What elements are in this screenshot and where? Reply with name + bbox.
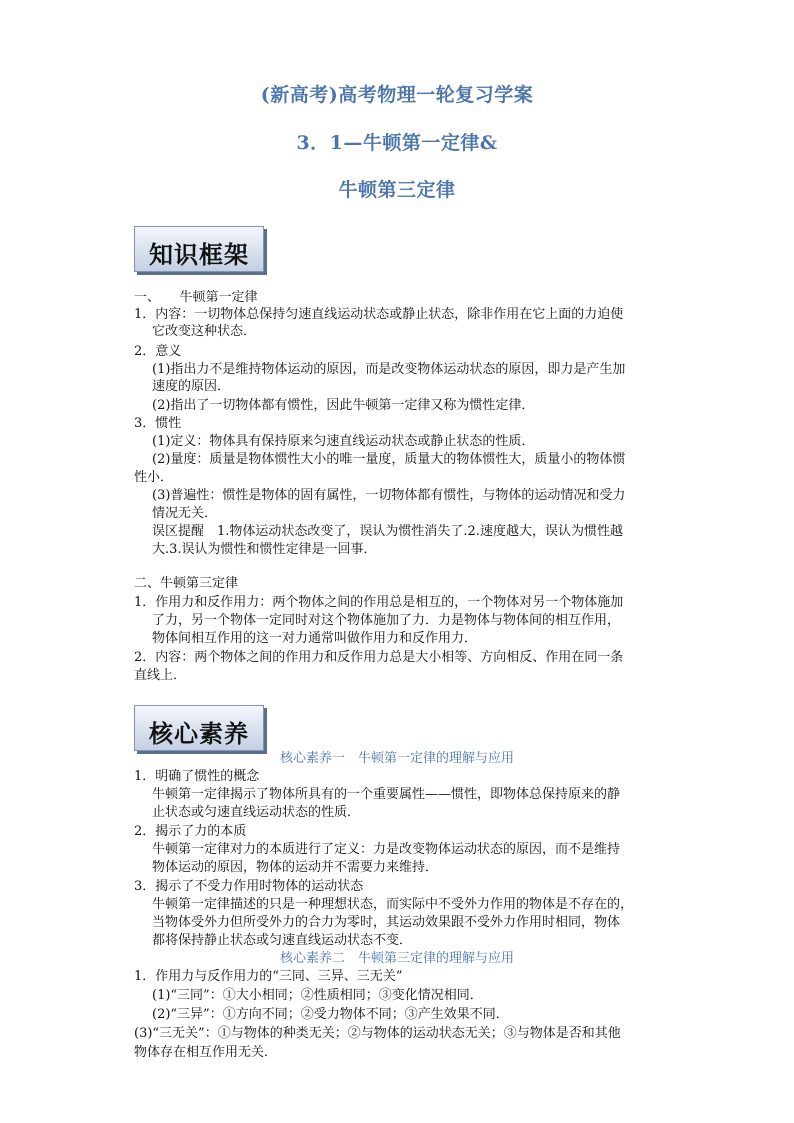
text-line: (2)指出了一切物体都有惯性，因此牛顿第一定律又称为惯性定律． [152,398,535,413]
core-subtitle-2: 核心素养二 牛顿第三定律的理解与应用 [279,951,514,966]
text-line: 2．揭示了力的本质 [134,824,247,839]
section-badge-core-label: 核心素养 [149,719,249,748]
text-line: 牛顿第一定律揭示了物体所具有的一个重要属性——惯性，即物体总保持原来的静 [152,787,621,802]
text-line: 牛顿第一定律描述的只是一种理想状态，而实际中不受外力作用的物体是不存在的， [152,897,634,912]
text-line: 情况无关． [152,506,218,521]
text-line: 都将保持静止状态或匀速直线运动状态不变． [152,933,413,948]
text-line: 性小． [134,470,174,485]
doc-title-line2: 3．1—牛顿第一定律& [296,132,498,154]
text-line: (3)“三无关”：①与物体的种类无关；②与物体的运动状态无关；③与物体是否和其他 [134,1026,621,1041]
doc-title-line1: (新高考)高考物理一轮复习学案 [260,84,534,106]
section1-heading: 一、 牛顿第一定律 [134,290,258,305]
text-line: (1)“三同”：①大小相同；②性质相同；③变化情况相同． [152,988,483,1003]
section-badge-knowledge [134,226,264,272]
text-line: 3．惯性 [134,416,182,431]
section-badge-knowledge-label: 知识框架 [149,240,249,269]
text-line: (2)“三异”：①方向不同；②受力物体不同；③产生效果不同． [152,1007,509,1022]
tip-line: 误区提醒 1.物体运动状态改变了，误认为惯性消失了.2.速度越大，误认为惯性越 [152,524,623,539]
text-line: (2)量度：质量是物体惯性大小的唯一量度，质量大的物体惯性大，质量小的物体惯 [152,452,626,467]
text-line: 1．作用力和反作用力：两个物体之间的作用总是相互的，一个物体对另一个物体施加 [134,595,624,610]
text-line: 物体运动的原因，物体的运动并不需要力来维持． [152,860,439,875]
text-line: 1．明确了惯性的概念 [134,769,260,784]
text-line: 1．作用力与反作用力的“三同、三异、三无关” [134,969,403,984]
text-line: (1)定义：物体具有保持原来匀速直线运动状态或静止状态的性质． [152,434,535,449]
text-line: 2．意义 [134,344,182,359]
text-line: 物体存在相互作用无关． [134,1045,278,1060]
tip-line: 大.3.误认为惯性和惯性定律是一回事． [152,542,377,557]
text-line: (1)指出力不是维持物体运动的原因，而是改变物体运动状态的原因，即力是产生加 [152,362,626,377]
core-subtitle-1: 核心素养一 牛顿第一定律的理解与应用 [279,751,514,766]
text-line: 直线上． [134,668,187,683]
doc-title-line3: 牛顿第三定律 [338,179,456,201]
text-line: 牛顿第一定律对力的本质进行了定义：力是改变物体运动状态的原因，而不是维持 [152,842,621,857]
section2-heading: 二、牛顿第三定律 [134,576,239,591]
text-line: 当物体受外力但所受外力的合力为零时，其运动效果跟不受外力作用时相同，物体 [152,915,621,930]
text-line: 1．内容：一切物体总保持匀速直线运动状态或静止状态，除非作用在它上面的力迫使 [134,307,624,322]
section-badge-core [134,705,264,751]
text-line: 速度的原因． [152,379,231,394]
text-line: 它改变这种状态． [152,324,257,339]
text-line: 2．内容：两个物体之间的作用力和反作用力总是大小相等、方向相反、作用在同一条 [134,650,624,665]
text-line: 了力，另一个物体一定同时对这个物体施加了力．力是物体与物体间的相互作用， [152,613,621,628]
text-line: (3)普遍性：惯性是物体的固有属性，一切物体都有惯性，与物体的运动情况和受力 [152,488,626,503]
text-line: 物体间相互作用的这一对力通常叫做作用力和反作用力． [152,631,478,646]
text-line: 3．揭示了不受力作用时物体的运动状态 [134,879,364,894]
text-line: 止状态或匀速直线运动状态的性质． [152,805,361,820]
